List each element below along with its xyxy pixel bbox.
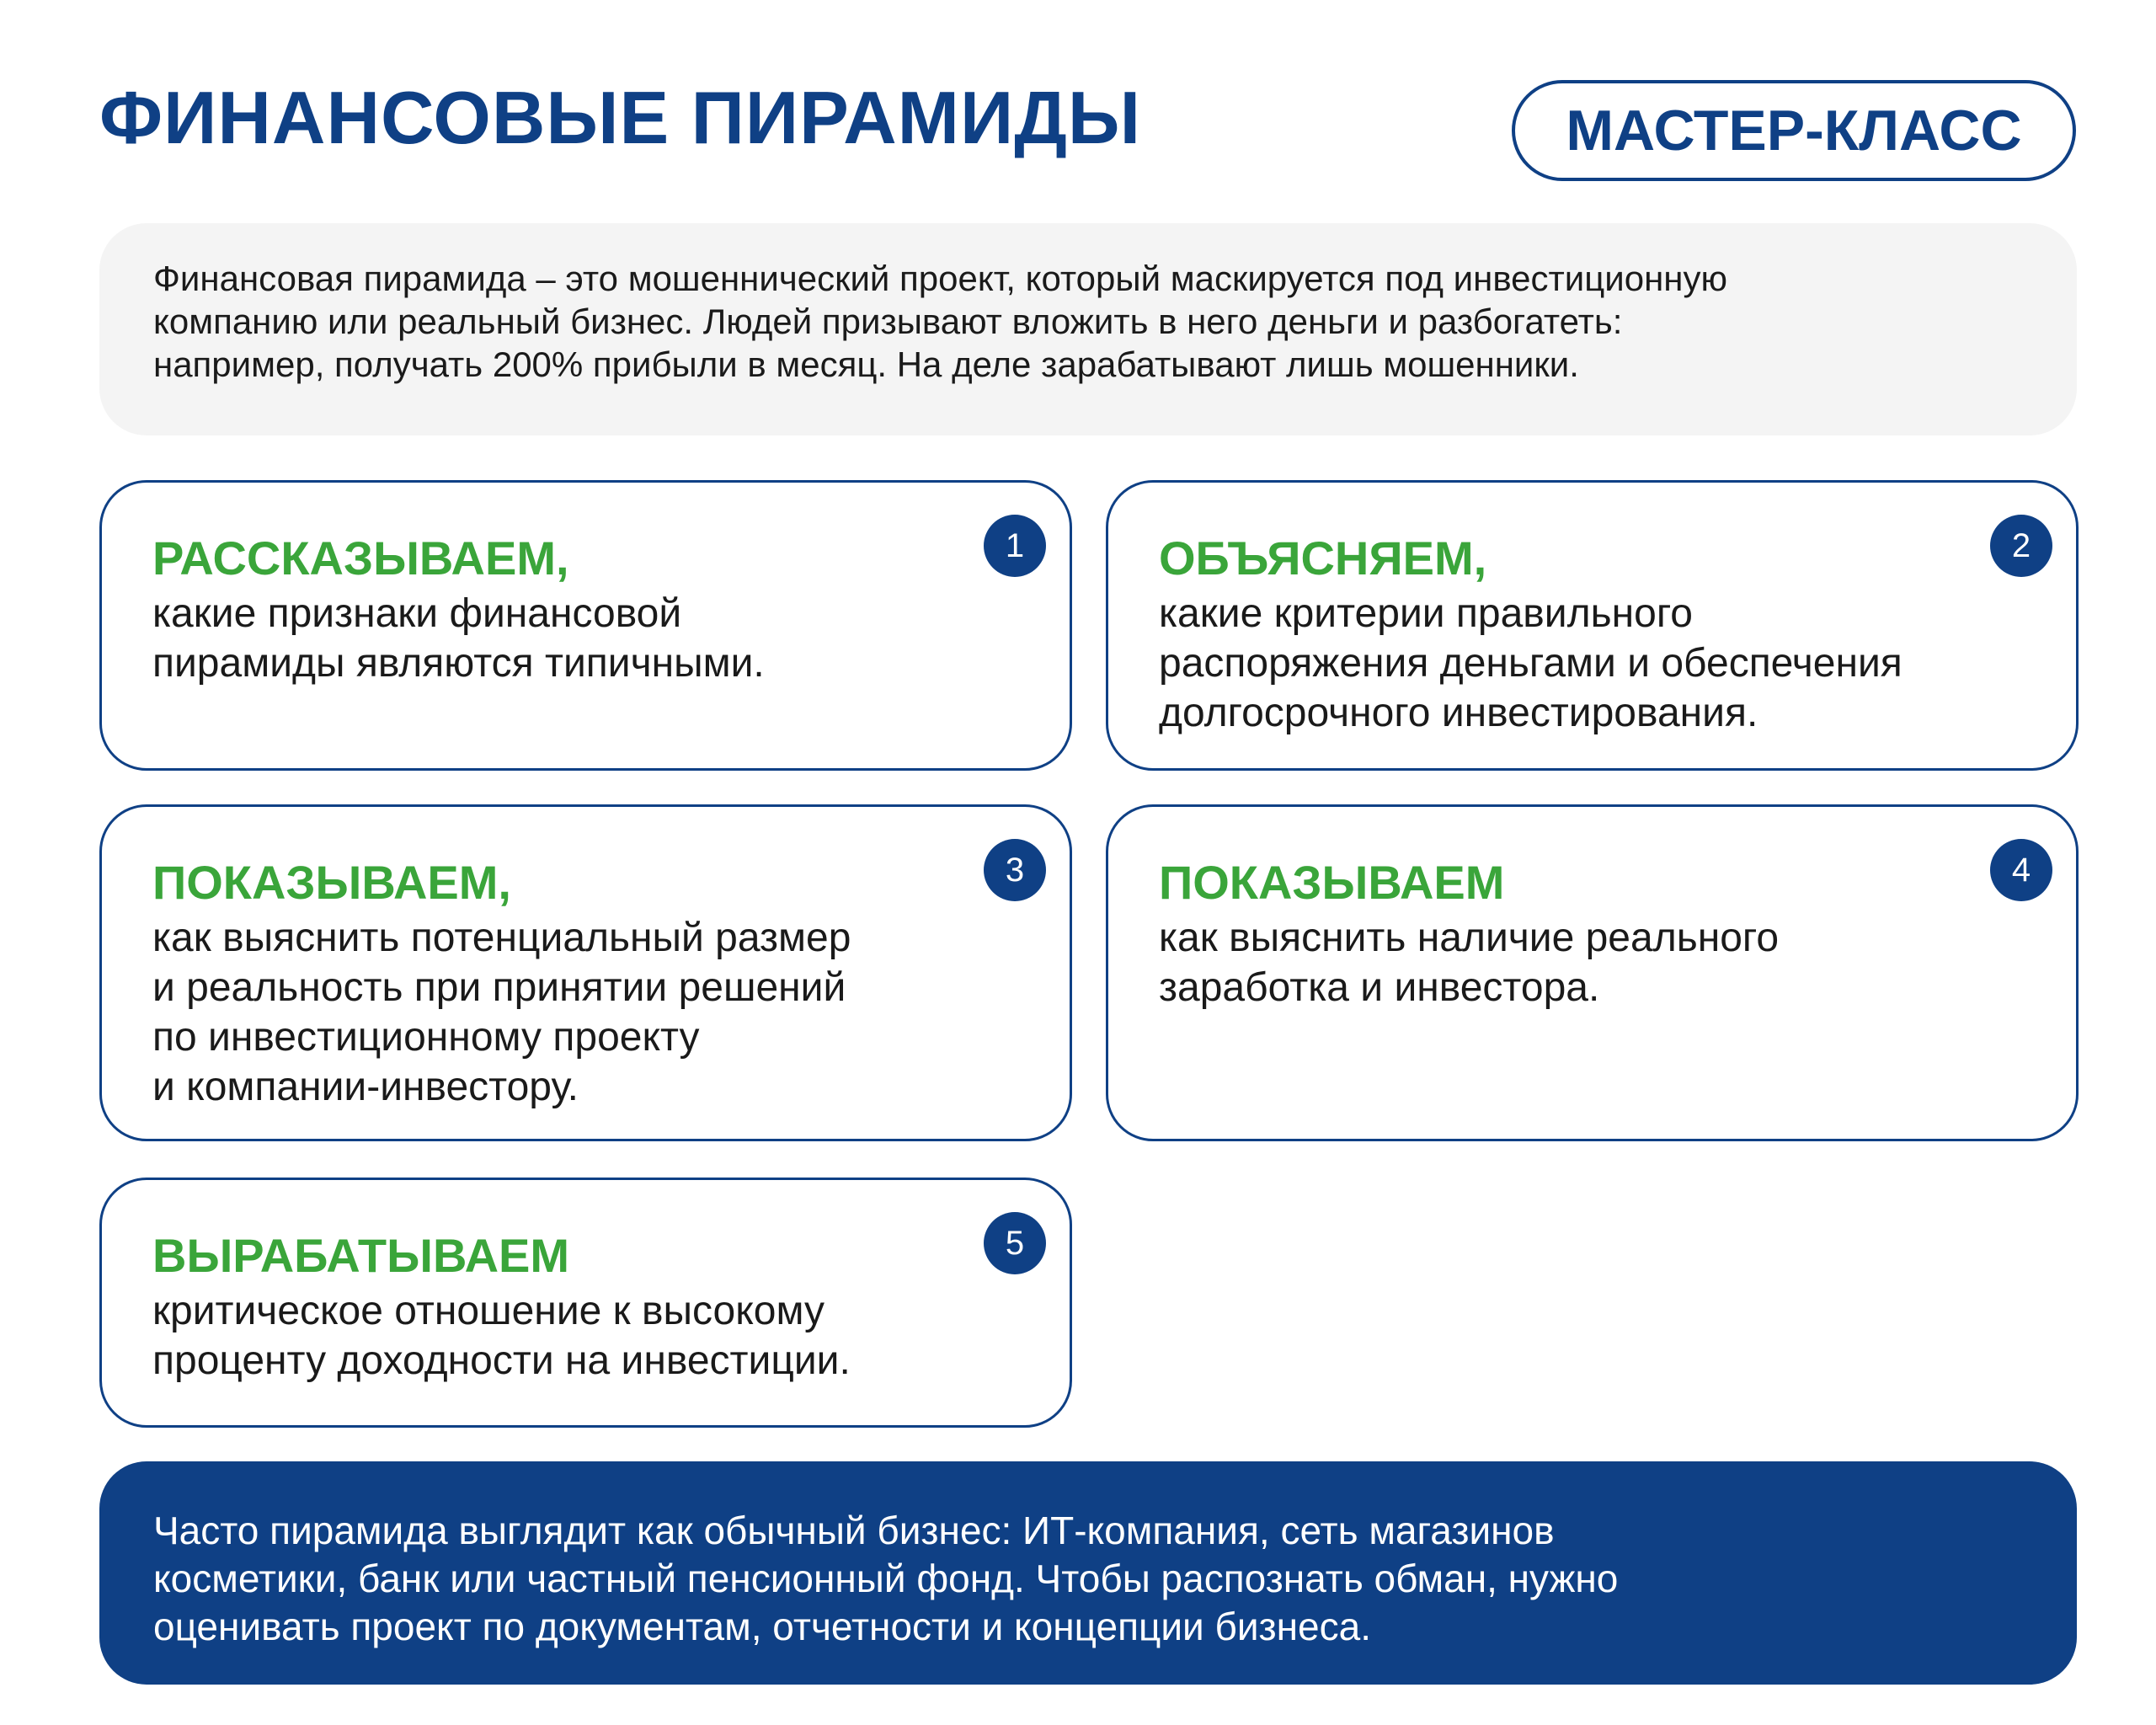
- card-heading: ВЫРАБАТЫВАЕМ: [152, 1229, 570, 1282]
- footer-panel: [99, 1461, 2077, 1685]
- card-number-badge: 2: [1990, 515, 2052, 577]
- intro-line: Финансовая пирамида – это мошеннический проект, который маскируется под инвестиционную: [153, 259, 1727, 298]
- master-class-badge: МАСТЕР-КЛАСС: [1512, 80, 2076, 181]
- card-text-line: долгосрочного инвестирования.: [1159, 691, 1758, 736]
- card-2: [1106, 480, 2079, 771]
- card-text-line: какие признаки финансовой: [152, 591, 682, 637]
- intro-line: компанию или реальный бизнес. Людей призывают вложить в него деньги и разбогатеть:: [153, 302, 1623, 341]
- card-text: [1159, 589, 2025, 738]
- card-text-line: критическое отношение к высокому: [152, 1289, 825, 1334]
- card-1: [99, 480, 1072, 771]
- intro-line: например, получать 200% прибыли в месяц. На деле зарабатывают лишь мошенники.: [153, 344, 1579, 384]
- card-5: [99, 1178, 1072, 1428]
- footer-line: косметики, банк или частный пенсионный фонд. Чтобы распознать обман, нужно: [153, 1557, 1619, 1600]
- card-number-badge: 4: [1990, 839, 2052, 901]
- footer-line: оценивать проект по документам, отчетности и концепции бизнеса.: [153, 1605, 1371, 1648]
- card-text: [152, 1286, 1019, 1386]
- card-text: [1159, 913, 2025, 1012]
- card-text-line: проценту доходности на инвестиции.: [152, 1338, 851, 1384]
- page-title: ФИНАНСОВЫЕ ПИРАМИДЫ: [99, 76, 1142, 159]
- card-text-line: распоряжения деньгами и обеспечения: [1159, 641, 1903, 686]
- card-number-badge: 1: [984, 515, 1046, 577]
- card-text: [152, 913, 1019, 1112]
- card-text-line: как выяснить наличие реального: [1159, 916, 1780, 961]
- card-heading: РАССКАЗЫВАЕМ,: [152, 531, 569, 585]
- card-heading: ПОКАЗЫВАЕМ,: [152, 856, 511, 909]
- card-text-line: и компании-инвестору.: [152, 1065, 579, 1110]
- card-4: [1106, 804, 2079, 1141]
- card-3: [99, 804, 1072, 1141]
- card-heading: ПОКАЗЫВАЕМ: [1159, 856, 1505, 909]
- card-number-badge: 5: [984, 1212, 1046, 1274]
- card-text: [152, 589, 1019, 688]
- card-text-line: по инвестиционному проекту: [152, 1015, 700, 1060]
- card-number-badge: 3: [984, 839, 1046, 901]
- card-text-line: пирамиды являются типичными.: [152, 641, 765, 686]
- intro-panel: [99, 223, 2077, 435]
- card-text-line: заработка и инвестора.: [1159, 965, 1600, 1011]
- card-text-line: какие критерии правильного: [1159, 591, 1693, 637]
- card-heading: ОБЪЯСНЯЕМ,: [1159, 531, 1487, 585]
- card-text-line: как выяснить потенциальный размер: [152, 916, 851, 961]
- card-text-line: и реальность при принятии решений: [152, 965, 846, 1011]
- footer-line: Часто пирамида выглядит как обычный бизнес: ИТ-компания, сеть магазинов: [153, 1509, 1555, 1552]
